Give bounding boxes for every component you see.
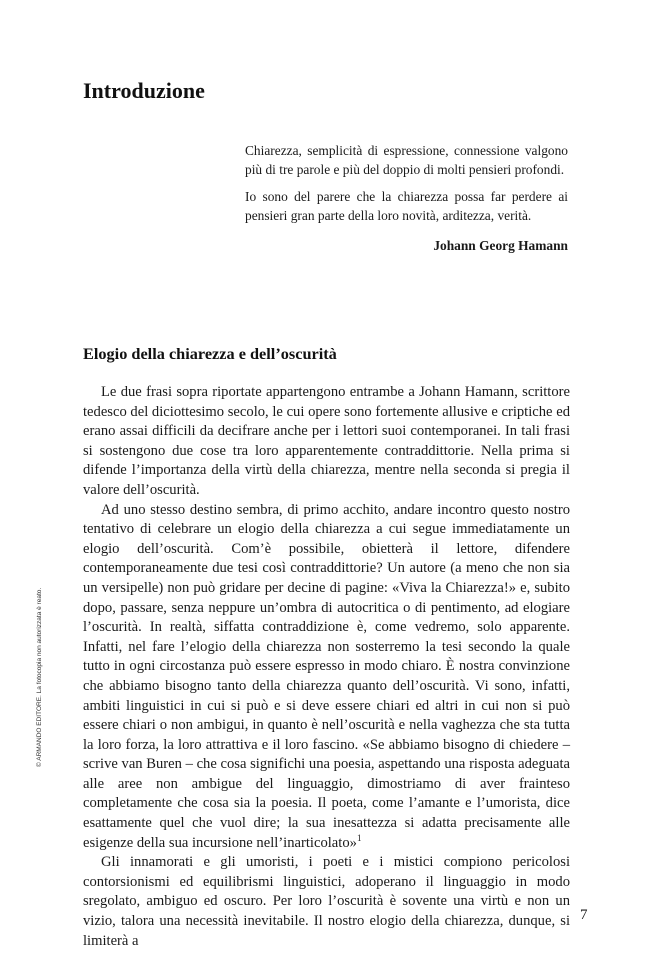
chapter-title: Introduzione [83,78,205,103]
body-paragraph-2 [83,501,570,854]
body-text [83,383,570,951]
body-paragraph-2-text: Ad uno stesso destino sembra, di primo acchito, andare incontro questo nostro tentativo di celebrare un elogio della chiarezza a cui segue immediatamente un elogio dell’oscurità. Com’è possibile, obietterà il lettore, difendere contemporaneamente due tesi così contraddittorie? Un autore (a meno che non sia un versipelle) non può gridare per decine di pagine: «Viva la Chiarezza!» e, subito dopo, passare, senza neppure un’ombra di autocritica o di pentimento, ad elogiare l’oscurità. In realtà, siffatta contraddizione è, come vedremo, solo apparente. Infatti, nel fare l’elogio della chiarezza non sosterremo la tesi secondo la quale tutto in ogni circostanza può essere espresso in modo chiaro. È nostra convinzione che abbiamo bisogno tanto della chiarezza quanto dell’oscurità. Vi sono, infatti, ambiti linguistici in cui si può e si deve essere chiari ed altri in cui non si può essere chiari o non ambigui, in quanto è nell’oscurità e nella vaghezza che sta tutta la loro forza, la loro attrattiva e il loro fascino. «Se abbiamo bisogno di chiedere – scrive van Buren – che cosa significhi una poesia, aspettando una risposta adeguata alle aree non ambigue del linguaggio, dimostriamo di aver frainteso completamente che cosa sia la poesia. Il poeta, come l’amante e l’umorista, dice esattamente quel che vuol dire; la sua inesattezza si adatta precisamente alle esigenze della sua incursione nell’inarticolato» [83,501,570,851]
body-paragraph-3: Gli innamorati e gli umoristi, i poeti e i mistici compiono pericolosi contorsionismi ed equilibrismi linguistici, adoperano il linguaggio in modo sregolato, ambiguo ed oscuro. Per loro l’oscurità è sovente una virtù e non un vizio, talora una necessità inevitabile. Il nostro elogio della chiarezza, dunque, si limiterà a [83,854,570,949]
section-title: Elogio della chiarezza e dell’oscurità [83,344,337,363]
epigraph [245,142,568,265]
copyright-margin-note: © ARMANDO EDITORE. La fotocopia non autorizzata è reato. [36,587,43,767]
epigraph-quote-2: Io sono del parere che la chiarezza possa far perdere ai pensieri gran parte della loro novità, arditezza, verità. [245,189,568,223]
page-number: 7 [580,907,588,923]
epigraph-author: Johann Georg Hamann [433,238,568,253]
body-paragraph-1: Le due frasi sopra riportate appartengono entrambe a Johann Hamann, scrittore tedesco del diciottesimo secolo, le cui opere sono fortemente allusive e criptiche ed erano assai difficili da decifrare anche per i lettori suoi contemporanei. In tali frasi si sostengono due cose tra loro apparentemente contraddittorie. Nella prima si difende l’importanza della virtù della chiarezza, mentre nella seconda si pregia il valore dell’oscurità. [83,384,570,498]
footnote-reference[interactable]: 1 [356,832,362,843]
epigraph-quote-1: Chiarezza, semplicità di espressione, connessione valgono più di tre parole e più del doppio di molti pensieri profondi. [245,143,568,177]
